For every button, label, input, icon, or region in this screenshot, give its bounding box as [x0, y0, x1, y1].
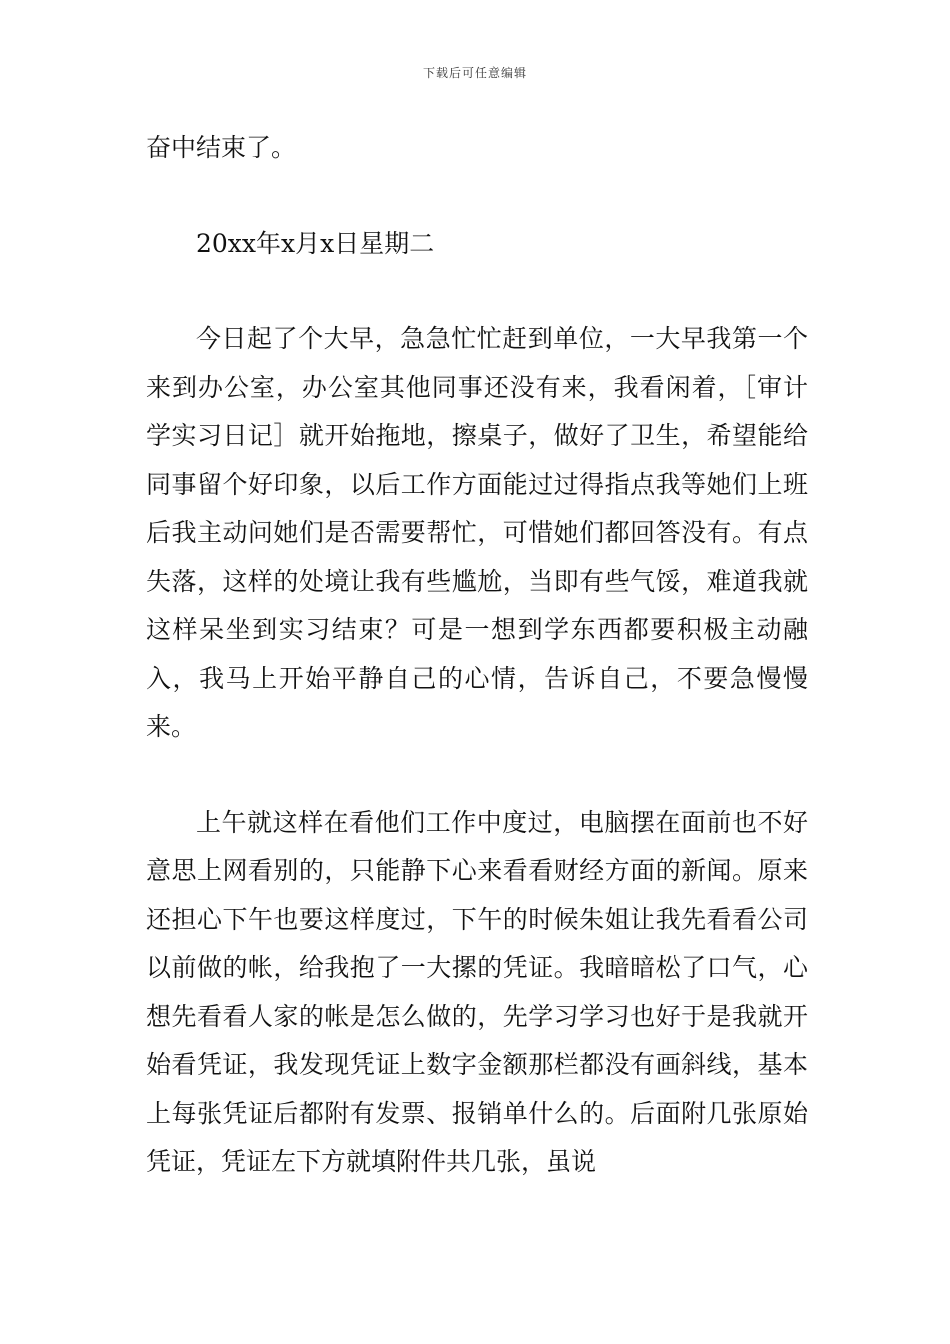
- body-paragraph-1: 今日起了个大早，急急忙忙赶到单位，一大早我第一个来到办公室，办公室其他同事还没有来，我看闲着，［审计学实习日记］就开始拖地，擦桌子，做好了卫生，希望能给同事留个好印象，以后工作方面能过过得指点我等她们上班后我主动问她们是否需要帮忙，可惜她们都回答没有。有点失落，这样的处境让我有些尴尬，当即有些气馁，难道我就这样呆坐到实习结束？可是一想到学东西都要积极主动融入，我马上开始平静自己的心情，告诉自己，不要急慢慢来。: [146, 324, 808, 741]
- diary-date-line: 20xx年x月x日星期二: [196, 228, 435, 258]
- body-paragraph-2: 上午就这样在看他们工作中度过，电脑摆在面前也不好意思上网看别的，只能静下心来看看财经方面的新闻。原来还担心下午也要这样度过，下午的时候朱姐让我先看看公司以前做的帐，给我抱了一大摞的凭证。我暗暗松了口气，心想先看看人家的帐是怎么做的，先学习学习也好于是我就开始看凭证，我发现凭证上数字金额那栏都没有画斜线，基本上每张凭证后都附有发票、报销单什么的。后面附几张原始凭证，凭证左下方就填附件共几张，虽说: [146, 807, 808, 1176]
- continuation-text: 奋中结束了。: [146, 133, 297, 162]
- page-header: 下载后可任意编辑: [422, 66, 527, 80]
- document-body: [146, 124, 808, 1187]
